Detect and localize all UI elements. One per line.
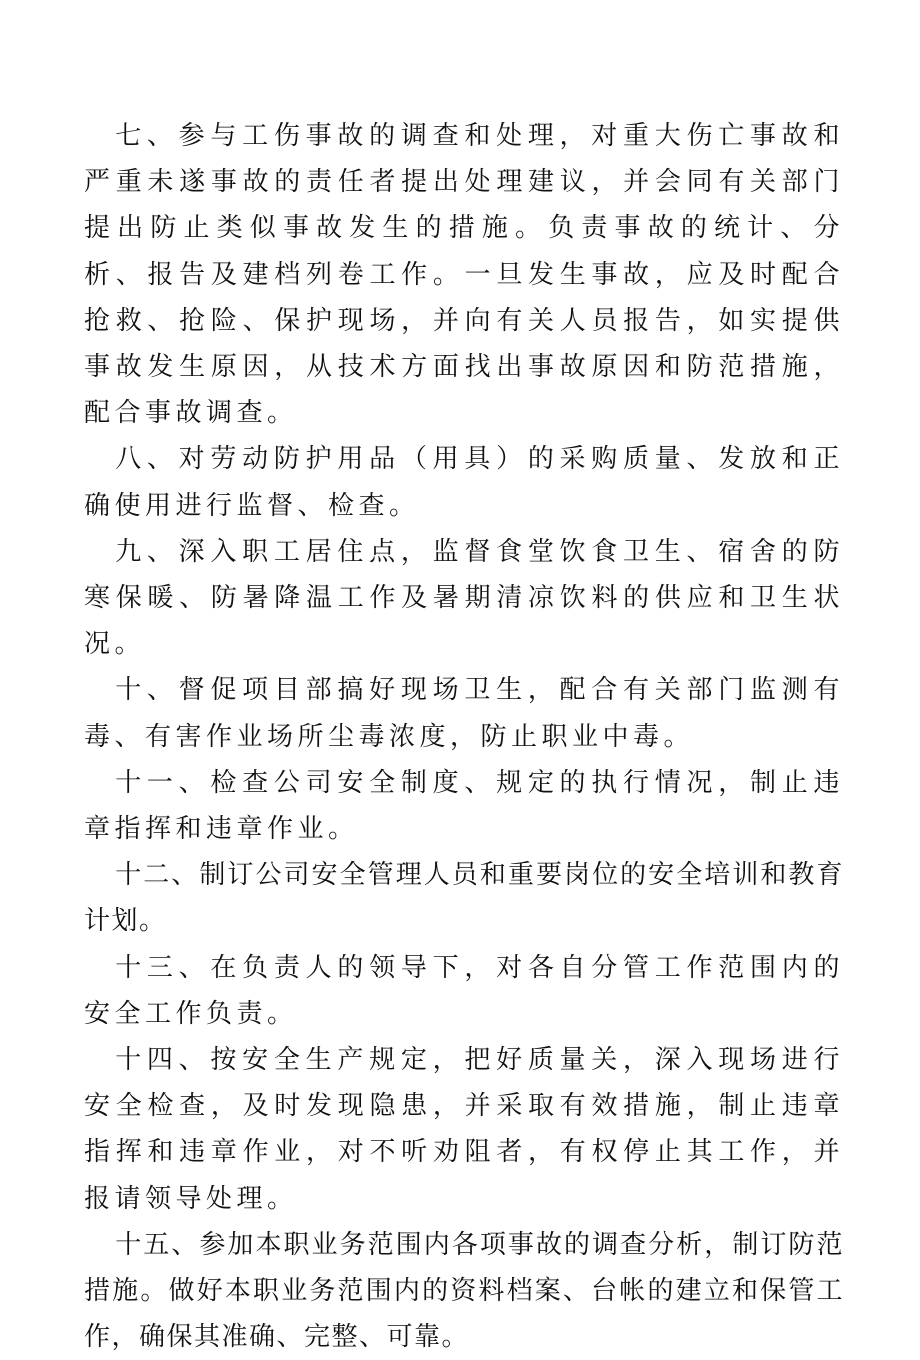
document-body bbox=[84, 113, 844, 1360]
paragraph-11: 十一、检查公司安全制度、规定的执行情况，制止违章指挥和违章作业。 bbox=[84, 767, 844, 845]
paragraph-13: 十三、在负责人的领导下，对各自分管工作范围内的安全工作负责。 bbox=[84, 952, 844, 1029]
paragraph-8: 八、对劳动防护用品（用具）的采购质量、发放和正确使用进行监督、检查。 bbox=[84, 444, 844, 521]
paragraph-7: 七、参与工伤事故的调查和处理，对重大伤亡事故和严重未遂事故的责任者提出处理建议，并会同有关部门提出防止类似事故发生的措施。负责事故的统计、分析、报告及建档列卷工作。一旦发生事故，应及时配合抢救、抢险、保护现场，并向有关人员报告，如实提供事故发生原因，从技术方面找出事故原因和防范措施，配合事故调查。 bbox=[84, 121, 844, 429]
paragraph-15: 十五、参加本职业务范围内各项事故的调查分析，制订防范措施。做好本职业务范围内的资料档案、台帐的建立和保管工作，确保其准确、完整、可靠。 bbox=[84, 1229, 844, 1353]
paragraph-12: 十二、制订公司安全管理人员和重要岗位的安全培训和教育计划。 bbox=[84, 860, 844, 937]
paragraph-9: 九、深入职工居住点，监督食堂饮食卫生、宿舍的防寒保暖、防暑降温工作及暑期清凉饮料的供应和卫生状况。 bbox=[84, 536, 844, 660]
paragraph-14: 十四、按安全生产规定，把好质量关，深入现场进行安全检查，及时发现隐患，并采取有效措施，制止违章指挥和违章作业，对不听劝阻者，有权停止其工作，并报请领导处理。 bbox=[84, 1045, 844, 1214]
paragraph-10: 十、督促项目部搞好现场卫生，配合有关部门监测有毒、有害作业场所尘毒浓度，防止职业中毒。 bbox=[84, 675, 844, 752]
